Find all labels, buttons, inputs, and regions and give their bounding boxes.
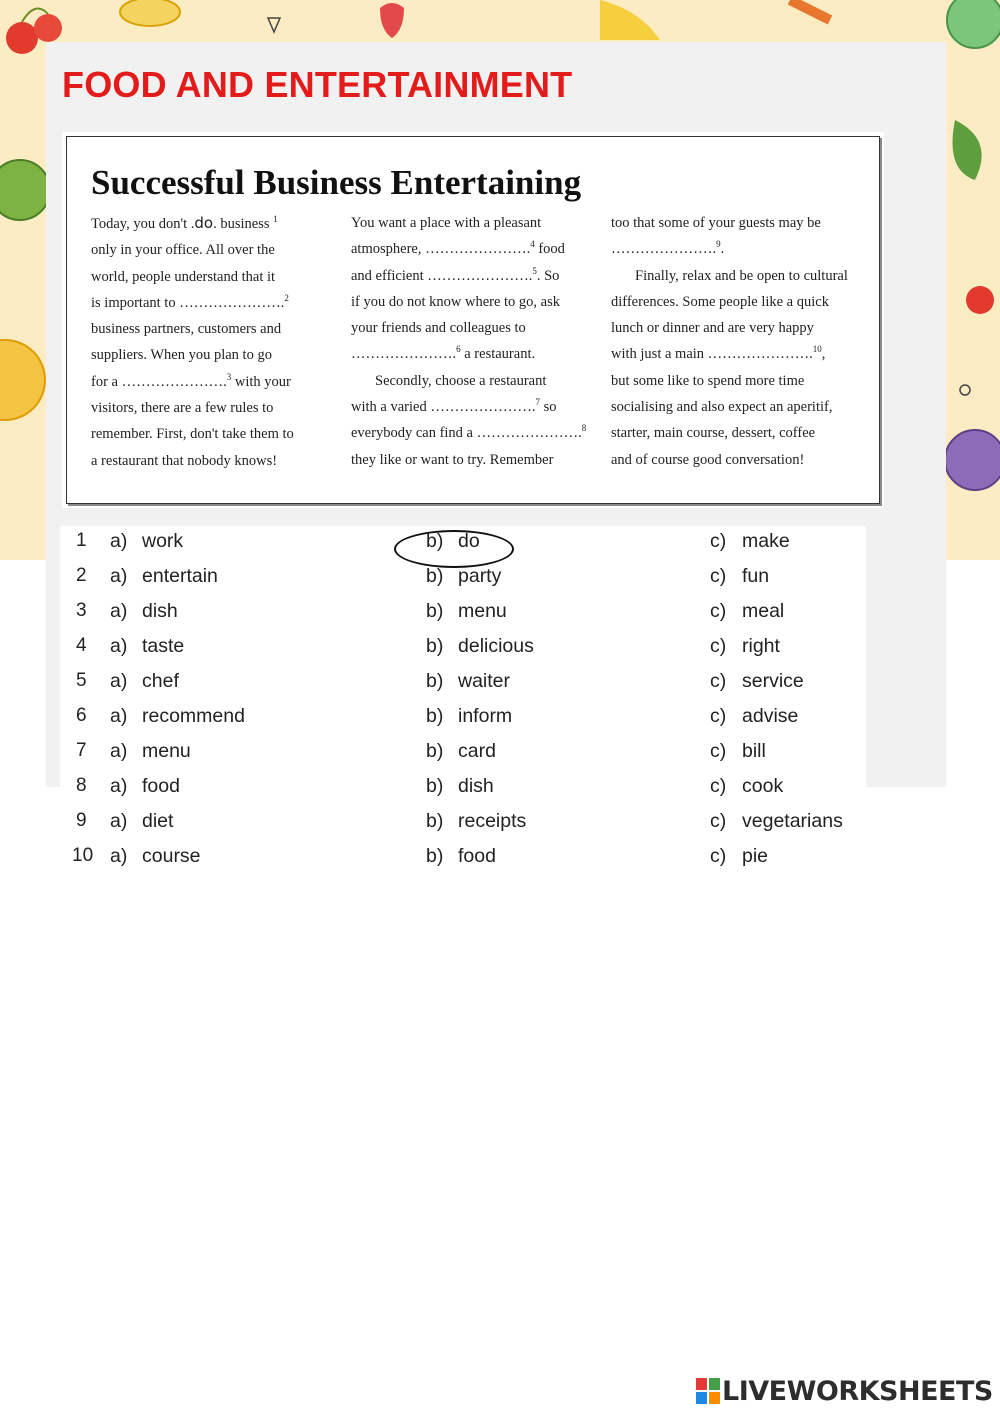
- question-number: 8: [76, 775, 87, 796]
- passage-line: with just a main ………………….$^{10}$,: [611, 344, 826, 363]
- handwritten-answer: do: [194, 214, 214, 232]
- option-row-2: [60, 565, 866, 600]
- blank-number: 1: [273, 214, 278, 225]
- option-c[interactable]: c) vegetarians: [710, 810, 843, 832]
- passage-line: your friends and colleagues to: [351, 320, 526, 337]
- question-number: 9: [76, 810, 87, 831]
- option-b[interactable]: b) receipts: [426, 810, 527, 832]
- option-c[interactable]: c) meal: [710, 600, 785, 622]
- passage-line: world, people understand that it: [91, 268, 276, 285]
- reading-passage: [62, 132, 884, 508]
- passage-line: socialising and also expect an aperitif,: [611, 399, 833, 416]
- blank-number: 8: [581, 423, 587, 434]
- question-number: 7: [76, 740, 87, 761]
- option-b[interactable]: b) inform: [426, 705, 513, 727]
- question-number: 4: [76, 635, 87, 656]
- page-title: FOOD AND ENTERTAINMENT: [62, 64, 573, 105]
- option-c[interactable]: c) make: [710, 530, 790, 552]
- option-a[interactable]: a) entertain: [110, 565, 218, 587]
- option-row-6: [60, 705, 866, 740]
- option-a[interactable]: a) food: [110, 775, 180, 797]
- option-row-3: [60, 600, 866, 635]
- option-a[interactable]: a) recommend: [110, 705, 245, 727]
- passage-line: too that some of your guests may be: [611, 215, 821, 231]
- passage-title: Successful Business Entertaining: [91, 163, 582, 202]
- passage-line: they like or want to try. Remember: [351, 451, 554, 468]
- question-number: 10: [72, 845, 94, 866]
- option-c[interactable]: c) bill: [710, 740, 766, 762]
- passage-line: and of course good conversation!: [611, 451, 805, 468]
- option-row-1: [60, 530, 866, 565]
- passage-line: for a ………………….$^3$ with your: [91, 371, 291, 390]
- question-number: 5: [76, 670, 87, 691]
- passage-column-2: [351, 210, 596, 473]
- passage-line: Finally, relax and be open to cultural: [635, 267, 848, 284]
- option-b[interactable]: b) dish: [426, 775, 494, 797]
- passage-line: ………………….$^9$.: [611, 239, 725, 258]
- liveworksheets-logo: [696, 1376, 993, 1410]
- option-c[interactable]: c) pie: [710, 845, 769, 867]
- blank-number: 3: [226, 371, 232, 382]
- passage-line: business partners, customers and: [91, 321, 282, 338]
- question-number: 2: [76, 565, 87, 586]
- passage-line: starter, main course, dessert, coffee: [611, 425, 816, 442]
- option-row-5: [60, 670, 866, 705]
- passage-line: You want a place with a pleasant: [351, 215, 542, 231]
- blank-number: 7: [535, 397, 540, 408]
- option-c[interactable]: c) service: [710, 670, 804, 692]
- passage-line: if you do not know where to go, ask: [351, 293, 561, 310]
- passage-column-3: [611, 210, 866, 473]
- option-a[interactable]: a) taste: [110, 635, 185, 657]
- passage-line: only in your office. All over the: [91, 242, 275, 259]
- passage-line: with a varied ………………….$^7$ so: [351, 397, 557, 416]
- passage-line: remember. First, don't take them to: [91, 426, 294, 443]
- passage-line: suppliers. When you plan to go: [91, 347, 272, 364]
- option-a[interactable]: a) course: [110, 845, 201, 867]
- option-row-8: [60, 775, 866, 810]
- question-number: 6: [76, 705, 87, 726]
- blank-number: 9: [716, 239, 721, 250]
- liveworksheets-logo-icon: [696, 1378, 720, 1404]
- option-a[interactable]: a) menu: [110, 740, 191, 762]
- passage-line: atmosphere, ………………….$^4$ food: [351, 239, 565, 258]
- option-row-7: [60, 740, 866, 775]
- options-list: [60, 526, 866, 886]
- option-row-10: [60, 845, 866, 880]
- passage-frame: [66, 136, 880, 504]
- option-b[interactable]: b) party: [426, 565, 502, 587]
- option-b[interactable]: b) waiter: [426, 670, 511, 692]
- option-a[interactable]: a) chef: [110, 670, 179, 692]
- option-c[interactable]: c) right: [710, 635, 780, 657]
- blank-number: 4: [530, 239, 535, 250]
- passage-line: everybody can find a ………………….$^8$: [351, 423, 587, 442]
- option-a[interactable]: a) work: [110, 530, 184, 552]
- passage-line: Secondly, choose a restaurant: [375, 372, 547, 389]
- option-c[interactable]: c) fun: [710, 565, 770, 587]
- passage-line: ………………….$^6$ a restaurant.: [351, 344, 536, 363]
- option-c[interactable]: c) cook: [710, 775, 784, 797]
- passage-line: and efficient ………………….$^5$. So: [351, 265, 560, 284]
- option-b[interactable]: b) card: [426, 740, 496, 762]
- question-number: 3: [76, 600, 87, 621]
- passage-line: visitors, there are a few rules to: [91, 400, 274, 417]
- option-c[interactable]: c) advise: [710, 705, 799, 727]
- option-b[interactable]: b) delicious: [426, 635, 534, 657]
- option-b[interactable]: b) food: [426, 845, 496, 867]
- brand-name: LIVEWORKSHEETS: [722, 1376, 993, 1407]
- passage-line: a restaurant that nobody knows!: [91, 452, 278, 469]
- question-number: 1: [76, 530, 87, 551]
- option-row-9: [60, 810, 866, 845]
- option-b[interactable]: b) menu: [426, 600, 507, 622]
- passage-line: differences. Some people like a quick: [611, 293, 829, 310]
- passage-line: but some like to spend more time: [611, 372, 805, 389]
- passage-line: lunch or dinner and are very happy: [611, 320, 814, 337]
- blank-number: 5: [532, 265, 537, 276]
- passage-line: is important to ………………….$^2$: [91, 293, 289, 311]
- option-row-4: [60, 635, 866, 670]
- passage-line: Today, you don't .do. business $^1$: [91, 214, 278, 232]
- passage-column-1: [91, 210, 331, 474]
- blank-number: 2: [284, 293, 289, 304]
- option-a[interactable]: a) dish: [110, 600, 178, 622]
- option-a[interactable]: a) diet: [110, 810, 174, 832]
- option-b[interactable]: b) do: [426, 530, 480, 552]
- blank-number: 6: [456, 344, 461, 355]
- blank-number: 10: [812, 344, 822, 355]
